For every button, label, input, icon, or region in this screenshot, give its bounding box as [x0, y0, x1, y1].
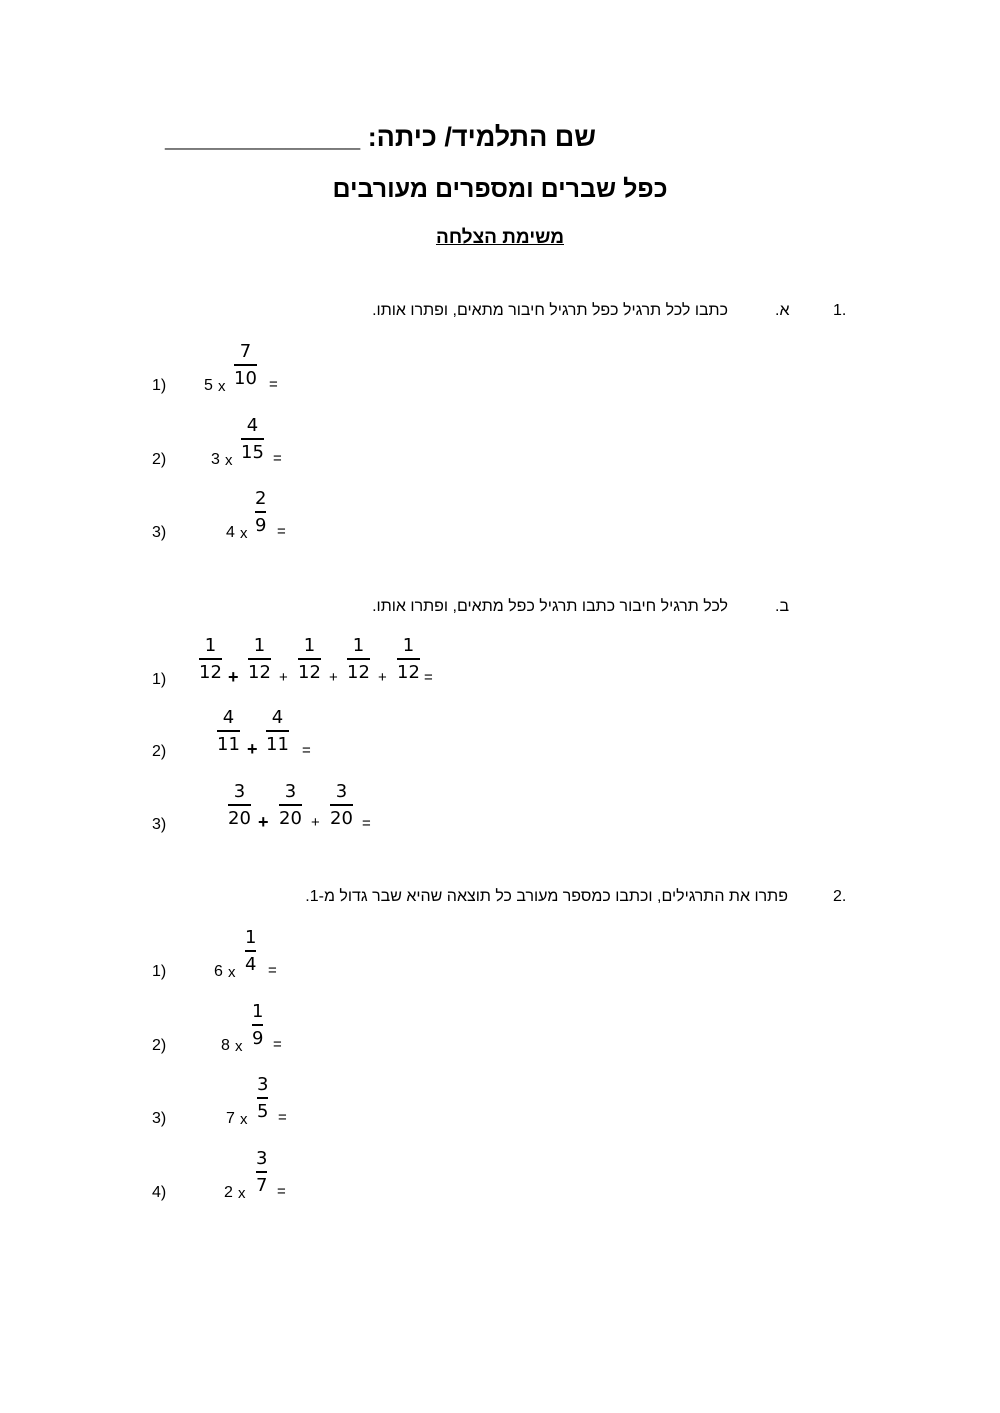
question-2-number: 2. [833, 888, 847, 905]
denominator: 20 [330, 808, 353, 829]
numerator: 4 [222, 707, 235, 728]
plus-sign: + [279, 669, 288, 686]
section-a-label: א. [775, 302, 790, 319]
question-2-instruction: פתרו את התרגילים, וכתבו כמספר מעורב כל תוצאה שהיא שבר גדול מ-1. [305, 888, 788, 905]
section-a-instruction: כתבו לכל תרגיל כפל תרגיל חיבור מתאים, ופתרו אותו. [372, 302, 728, 319]
page-subtitle: משימת הצלחה [435, 227, 564, 248]
fraction [199, 637, 222, 682]
numerator: 1 [303, 635, 316, 656]
fraction [228, 783, 251, 828]
fraction [255, 490, 266, 535]
denominator: 11 [266, 734, 289, 755]
numerator: 3 [257, 1074, 269, 1095]
equals-sign: = [277, 523, 286, 540]
denominator: 5 [257, 1101, 269, 1122]
whole-number: 2 [224, 1184, 233, 1201]
numerator: 3 [233, 781, 246, 802]
times-sign: x [240, 525, 248, 542]
section-b-instruction: לכל תרגיל חיבור כתבו תרגיל כפל מתאים, ופתרו אותו. [372, 598, 728, 615]
item-index: 2) [152, 1037, 167, 1054]
whole-number: 7 [226, 1110, 235, 1127]
numerator: 3 [256, 1148, 268, 1169]
denominator: 12 [199, 662, 222, 683]
fraction [279, 783, 302, 828]
denominator: 10 [234, 368, 257, 389]
denominator: 20 [228, 808, 251, 829]
equals-sign: = [273, 450, 282, 467]
item-index: 1) [152, 671, 167, 688]
item-index: 2) [152, 451, 167, 468]
denominator: 20 [279, 808, 302, 829]
item-index: 1) [152, 963, 167, 980]
question-1-number: 1. [833, 302, 847, 319]
equals-sign: = [302, 742, 311, 759]
denominator: 7 [256, 1175, 268, 1196]
numerator: 4 [271, 707, 284, 728]
whole-number: 5 [204, 377, 213, 394]
section-b-label: ב. [775, 598, 790, 615]
plus-sign: + [258, 812, 269, 832]
page-title: כפל שברים ומספרים מעורבים [332, 175, 668, 203]
plus-sign: + [247, 739, 258, 759]
equals-sign: = [273, 1036, 282, 1053]
fraction [217, 709, 240, 754]
numerator: 1 [204, 635, 217, 656]
whole-number: 6 [214, 963, 223, 980]
plus-sign: + [311, 814, 320, 831]
equals-sign: = [362, 815, 371, 832]
numerator: 1 [245, 927, 257, 948]
numerator: 3 [284, 781, 297, 802]
equals-sign: = [278, 1109, 287, 1126]
item-index: 3) [152, 1110, 167, 1127]
whole-number: 4 [226, 524, 235, 541]
student-name-line: שם התלמיד/ כיתה: _____________ [164, 122, 596, 152]
numerator: 1 [252, 1001, 264, 1022]
times-sign: x [235, 1038, 243, 1055]
times-sign: x [225, 452, 233, 469]
equals-sign: = [268, 962, 277, 979]
whole-number: 3 [211, 451, 220, 468]
equals-sign: = [269, 376, 278, 393]
equals-sign: = [277, 1183, 286, 1200]
denominator: 12 [298, 662, 321, 683]
numerator: 4 [246, 415, 259, 436]
fraction [298, 637, 321, 682]
item-index: 2) [152, 743, 167, 760]
denominator: 12 [248, 662, 271, 683]
times-sign: x [240, 1111, 248, 1128]
whole-number: 8 [221, 1037, 230, 1054]
fraction [241, 417, 264, 462]
denominator: 12 [397, 662, 420, 683]
numerator: 7 [239, 341, 252, 362]
item-index: 3) [152, 816, 167, 833]
fraction [248, 637, 271, 682]
fraction [234, 343, 257, 388]
times-sign: x [228, 964, 236, 981]
fraction [330, 783, 353, 828]
times-sign: x [238, 1185, 246, 1202]
fraction [266, 709, 289, 754]
denominator: 9 [252, 1028, 264, 1049]
numerator: 3 [335, 781, 348, 802]
fraction [252, 1003, 263, 1048]
item-index: 4) [152, 1184, 167, 1201]
equals-sign: = [424, 669, 433, 686]
fraction [256, 1150, 267, 1195]
numerator: 1 [352, 635, 365, 656]
numerator: 1 [253, 635, 266, 656]
numerator: 1 [402, 635, 415, 656]
denominator: 15 [241, 442, 264, 463]
item-index: 1) [152, 377, 167, 394]
item-index: 3) [152, 524, 167, 541]
plus-sign: + [329, 669, 338, 686]
numerator: 2 [255, 488, 267, 509]
plus-sign: + [228, 667, 239, 687]
times-sign: x [218, 378, 226, 395]
plus-sign: + [378, 669, 387, 686]
fraction [257, 1076, 268, 1121]
denominator: 11 [217, 734, 240, 755]
denominator: 9 [255, 515, 267, 536]
fraction [245, 929, 256, 974]
denominator: 12 [347, 662, 370, 683]
fraction [347, 637, 370, 682]
denominator: 4 [245, 954, 257, 975]
fraction [397, 637, 420, 682]
